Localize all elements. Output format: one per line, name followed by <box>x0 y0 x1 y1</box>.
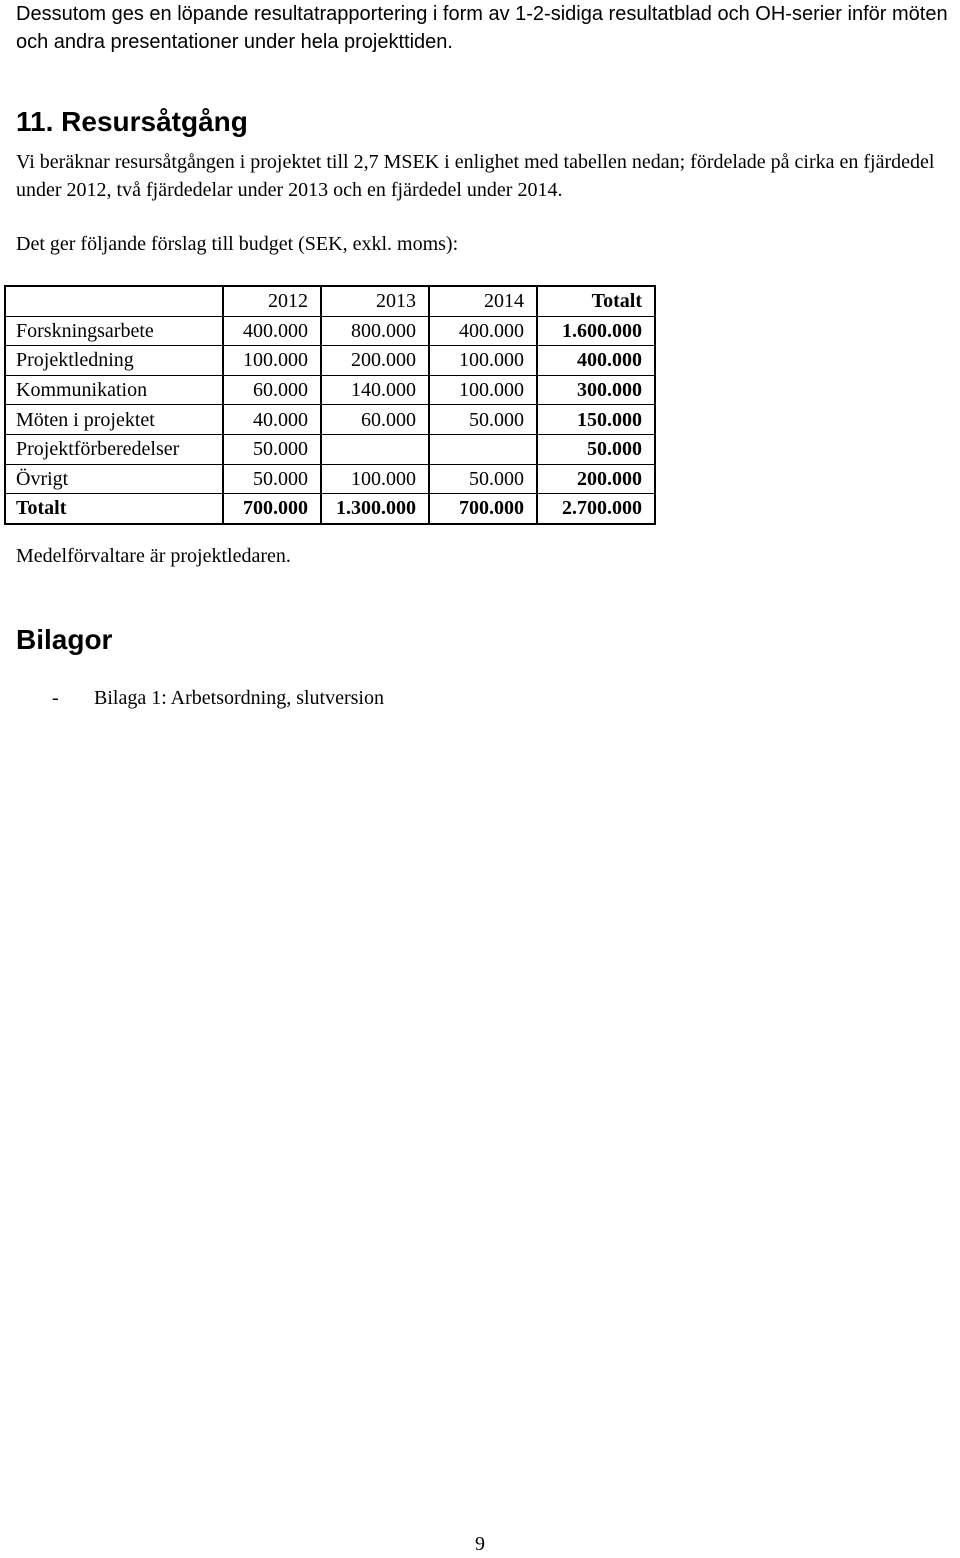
table-cell <box>429 434 537 464</box>
table-cell: 50.000 <box>223 464 321 494</box>
table-cell: 300.000 <box>537 375 655 405</box>
table-cell: 200.000 <box>321 346 429 376</box>
table-cell: 1.300.000 <box>321 494 429 524</box>
table-row <box>5 405 655 435</box>
table-cell: 100.000 <box>223 346 321 376</box>
section-title: Resursåtgång <box>61 106 248 137</box>
budget-table <box>4 285 656 525</box>
intro-paragraph: Dessutom ges en löpande resultatrapportering i form av 1-2-sidiga resultatblad och OH-serier inför möten och andra presentationer under hela projekttiden. <box>16 3 948 53</box>
header-cell: 2012 <box>223 286 321 316</box>
row-label: Kommunikation <box>5 375 223 405</box>
table-cell: 60.000 <box>223 375 321 405</box>
table-cell: 40.000 <box>223 405 321 435</box>
table-cell: 50.000 <box>429 464 537 494</box>
header-cell: 2014 <box>429 286 537 316</box>
list-item <box>52 684 384 712</box>
resource-paragraph: Vi beräknar resursåtgången i projektet till 2,7 MSEK i enlighet med tabellen nedan; fördelade på cirka en fjärdedel under 2012, två fjärdedelar under 2013 och en fjärdedel under 2014. <box>16 151 935 201</box>
table-total-row <box>5 494 655 524</box>
table-cell: 700.000 <box>223 494 321 524</box>
table-cell <box>321 434 429 464</box>
table-cell: 140.000 <box>321 375 429 405</box>
row-label: Projektförberedelser <box>5 434 223 464</box>
budget-table-header <box>5 286 655 316</box>
table-cell: 50.000 <box>429 405 537 435</box>
table-row <box>5 375 655 405</box>
section-heading <box>16 104 248 140</box>
table-row <box>5 316 655 346</box>
table-cell: 400.000 <box>537 346 655 376</box>
table-cell: 2.700.000 <box>537 494 655 524</box>
page-number: 9 <box>475 1533 485 1555</box>
list-bullet: - <box>52 687 59 709</box>
table-cell: 50.000 <box>537 434 655 464</box>
table-cell: 200.000 <box>537 464 655 494</box>
table-cell: 60.000 <box>321 405 429 435</box>
header-cell: Totalt <box>537 286 655 316</box>
table-cell: 100.000 <box>429 375 537 405</box>
table-row <box>5 434 655 464</box>
attachments-heading: Bilagor <box>16 624 113 655</box>
table-cell: 800.000 <box>321 316 429 346</box>
table-cell: 150.000 <box>537 405 655 435</box>
table-cell: 700.000 <box>429 494 537 524</box>
section-number: 11. <box>16 106 54 137</box>
table-cell: 400.000 <box>223 316 321 346</box>
row-label: Totalt <box>5 494 223 524</box>
table-row <box>5 464 655 494</box>
row-label: Projektledning <box>5 346 223 376</box>
attachment-item-text: Bilaga 1: Arbetsordning, slutversion <box>94 687 384 709</box>
header-cell <box>5 286 223 316</box>
table-cell: 400.000 <box>429 316 537 346</box>
header-cell: 2013 <box>321 286 429 316</box>
table-cell: 1.600.000 <box>537 316 655 346</box>
intro-text <box>16 0 956 56</box>
row-label: Möten i projektet <box>5 405 223 435</box>
row-label: Övrigt <box>5 464 223 494</box>
table-row <box>5 346 655 376</box>
budget-intro-paragraph: Det ger följande förslag till budget (SEK, exkl. moms): <box>16 233 459 255</box>
fund-manager-paragraph: Medelförvaltare är projektledaren. <box>16 545 291 567</box>
table-cell: 100.000 <box>321 464 429 494</box>
row-label: Forskningsarbete <box>5 316 223 346</box>
attachments-list <box>52 684 384 712</box>
table-cell: 50.000 <box>223 434 321 464</box>
table-cell: 100.000 <box>429 346 537 376</box>
